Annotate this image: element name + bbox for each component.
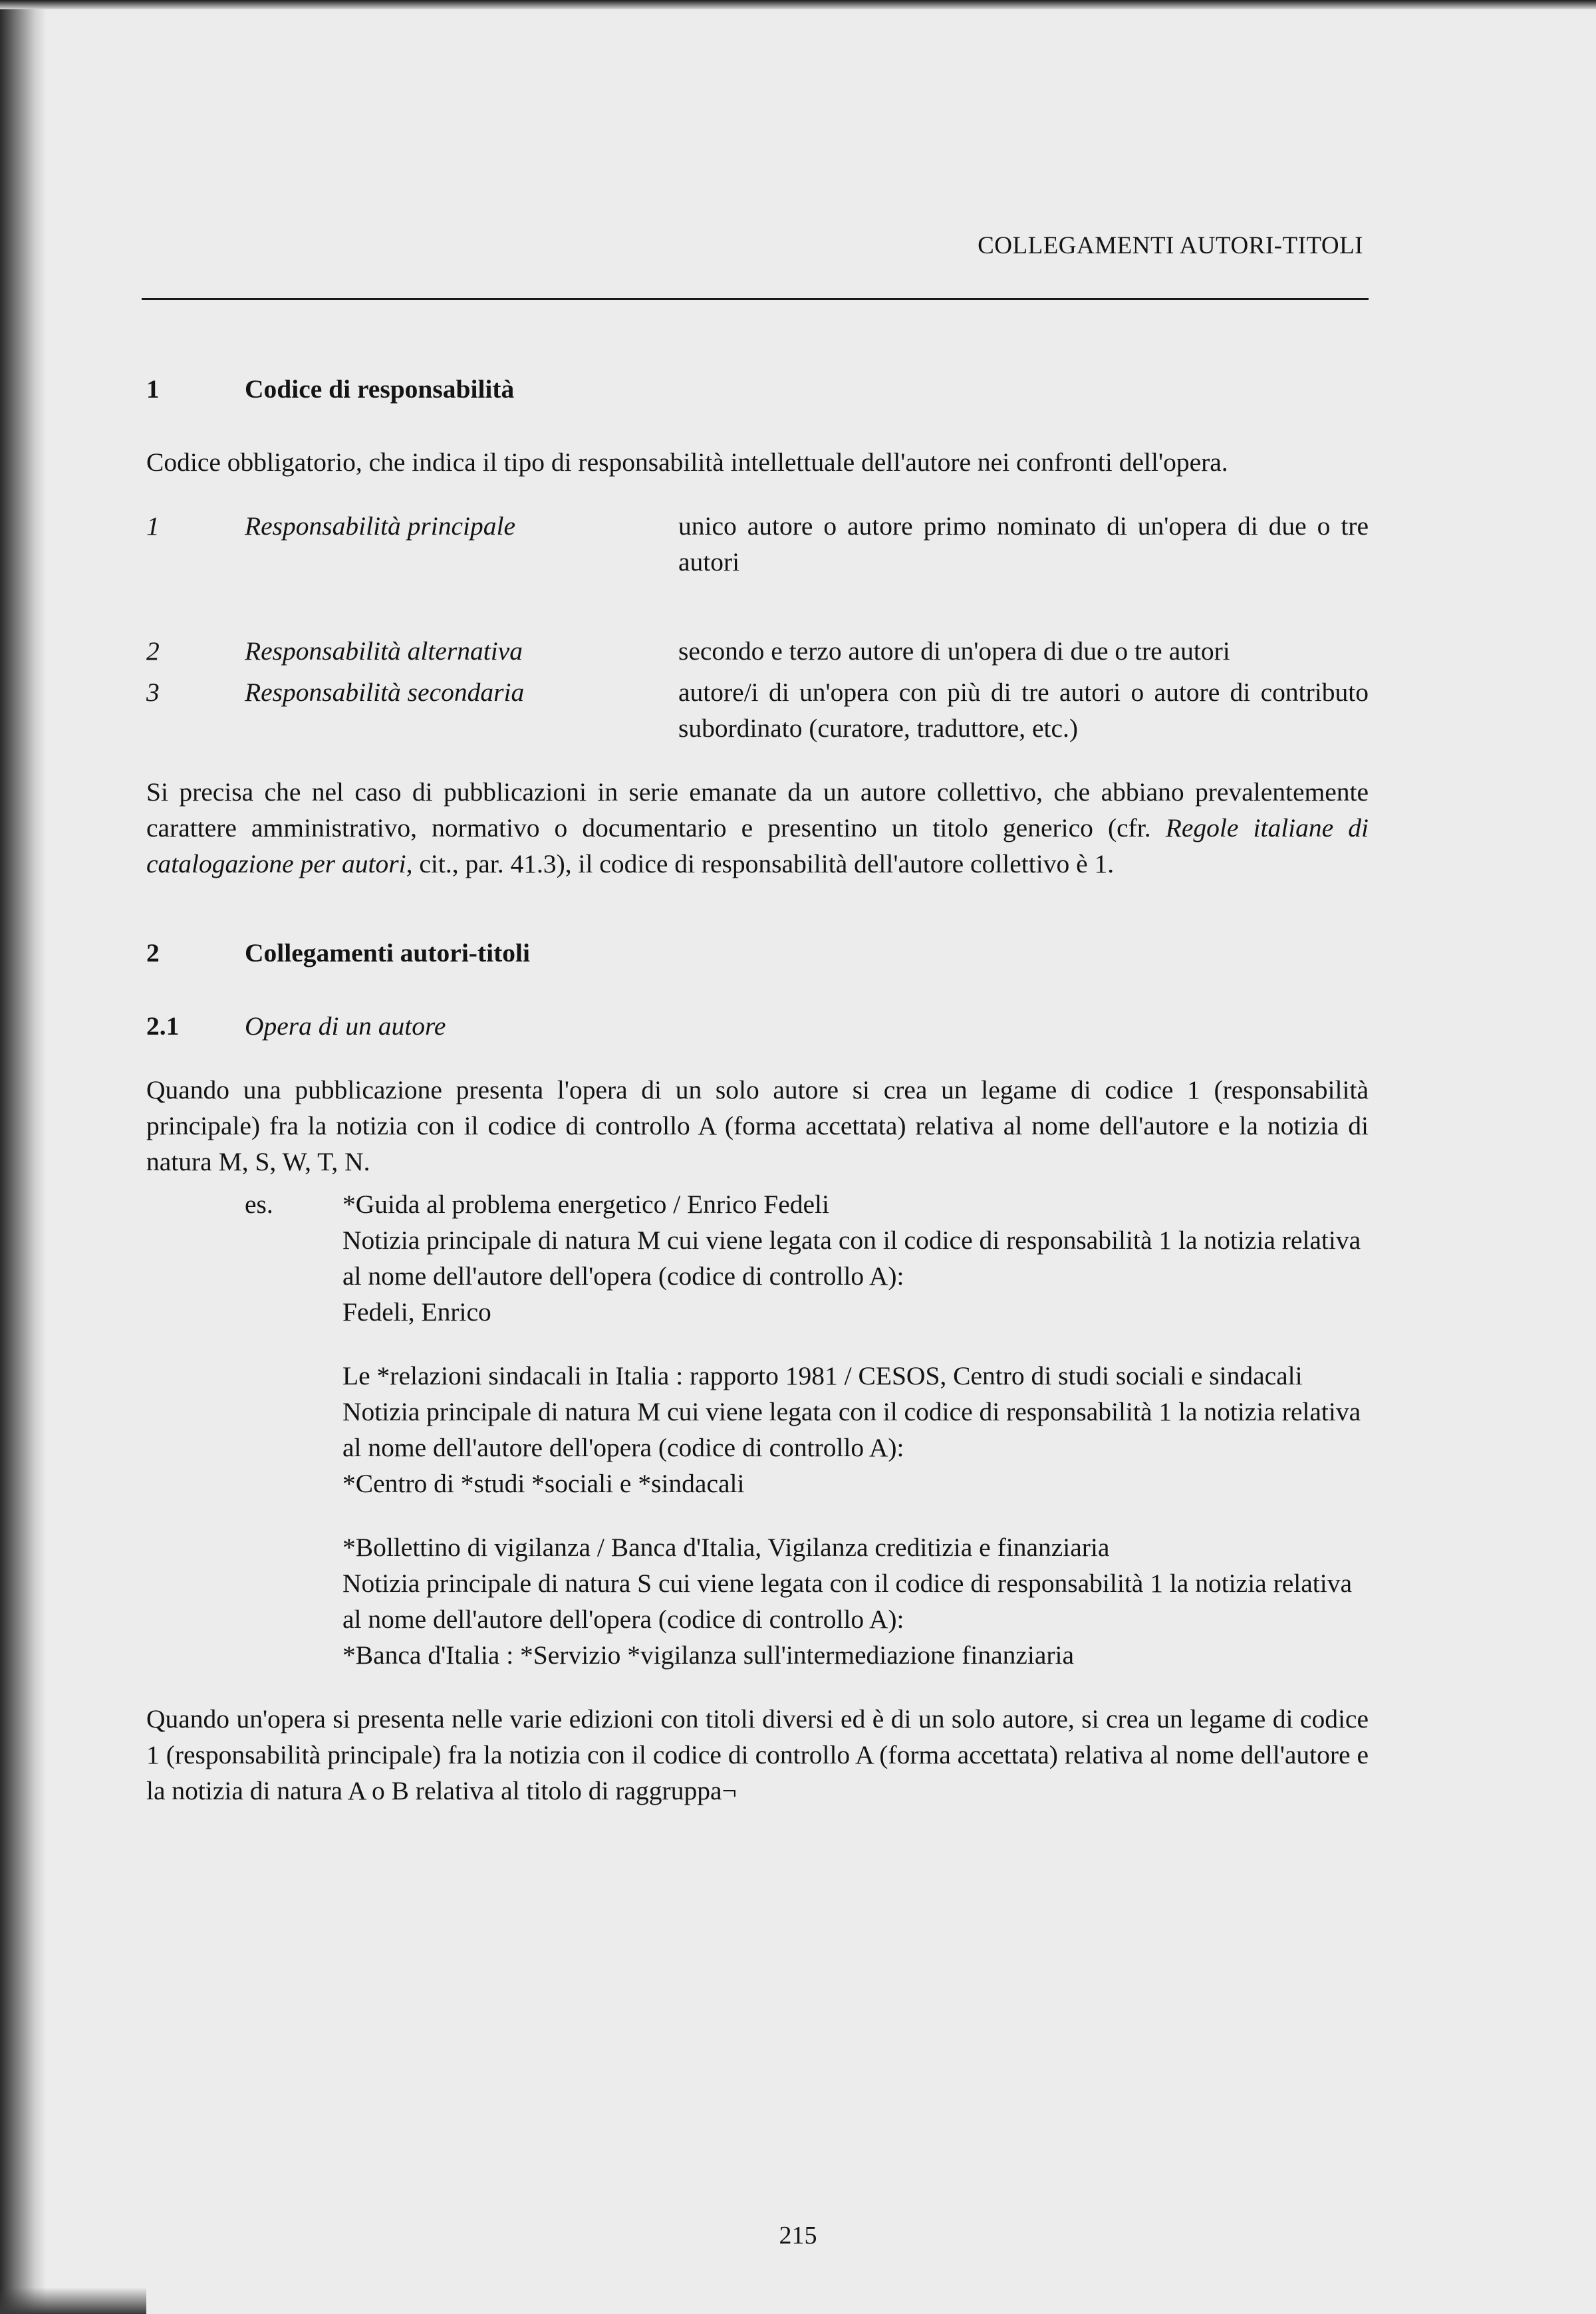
section-1-heading [146,371,1369,407]
code-number: 3 [146,678,160,707]
page-number: 215 [779,2222,817,2250]
subsection-2-1-paragraph: Quando una pubblicazione presenta l'opera di un solo autore si crea un legame di codice 1 (responsabilità principale) fra la notizia con il codice di controllo A (forma accettata) relativa al nome dell'autore e la notizia di natura M, S, W, T, N. [146,1075,1369,1176]
code-description: unico autore o autore primo nominato di un'opera di due o tre autori [678,511,1369,577]
page-top-edge [0,0,1596,9]
code-row-2 [146,633,1369,669]
example-author: Fedeli, Enrico [342,1297,491,1327]
code-row-3 [146,674,1369,746]
example-title: Le *relazioni sindacali in Italia : rapporto 1981 / CESOS, Centro di studi sociali e sindacali [342,1361,1303,1390]
note-text-start: Si precisa che nel caso di pubblicazioni in serie emanate da un autore collettivo, che abbiano prevalentemente carattere amministrativo, normativo o documentario e presentino un titolo generico (cfr. [146,777,1369,842]
code-row-1 [146,508,1369,580]
example-author: *Centro di *studi *sociali e *sindacali [342,1469,745,1498]
example-note: Notizia principale di natura M cui viene legata con il codice di responsabilità 1 la notizia relativa al nome dell'autore dell'opera (codice di controllo A): [342,1225,1361,1291]
examples-list [342,1186,1369,1673]
section-1-number: 1 [146,374,160,404]
section-2-number: 2 [146,938,160,967]
section-1-note [146,774,1369,882]
section-2-heading [146,935,1369,971]
example-author: *Banca d'Italia : *Servizio *vigilanza sull'intermediazione finanziaria [342,1640,1075,1670]
code-term: Responsabilità alternativa [245,636,523,666]
example-note: Notizia principale di natura M cui viene legata con il codice di responsabilità 1 la notizia relativa al nome dell'autore dell'opera (codice di controllo A): [342,1397,1361,1462]
code-description: secondo e terzo autore di un'opera di due o tre autori [678,636,1230,666]
note-text-end: cit., par. 41.3), il codice di responsabilità dell'autore collettivo è 1. [412,849,1115,878]
page-bottom-edge [0,2287,146,2314]
subsection-2-1-title: Opera di un autore [245,1011,446,1041]
example-label: es. [245,1190,273,1219]
note-reference: Regole italiane di catalogazione per autori, [146,813,1369,878]
subsection-2-1-closing-paragraph: Quando un'opera si presenta nelle varie edizioni con titoli diversi ed è di un solo autore, si crea un legame di codice 1 (responsabilità principale) fra la notizia con il codice di controllo A (forma accettata) relativa al nome dell'autore e la notizia di natura A o B relativa al titolo di raggruppa¬ [146,1704,1369,1805]
section-1-title: Codice di responsabilità [245,374,515,404]
code-term: Responsabilità principale [245,511,516,541]
example-note: Notizia principale di natura S cui viene legata con il codice di responsabilità 1 la notizia relativa al nome dell'autore dell'opera (codice di controllo A): [342,1569,1352,1634]
section-1-intro: Codice obbligatorio, che indica il tipo di responsabilità intellettuale dell'autore nei confronti dell'opera. [146,448,1228,477]
page-body [146,371,1369,1809]
code-number: 1 [146,511,160,541]
code-description: autore/i di un'opera con più di tre autori o autore di contributo subordinato (curatore, traduttore, etc.) [678,678,1369,743]
example-title: *Guida al problema energetico / Enrico Fedeli [342,1190,829,1219]
binding-shadow [0,0,47,2314]
code-number: 2 [146,636,160,666]
example-title: *Bollettino di vigilanza / Banca d'Italia, Vigilanza creditizia e finanziaria [342,1533,1110,1562]
examples-block [146,1186,1369,1673]
running-head: COLLEGAMENTI AUTORI-TITOLI [978,232,1363,259]
subsection-2-1-number: 2.1 [146,1011,180,1041]
section-2-title: Collegamenti autori-titoli [245,938,530,967]
code-term: Responsabilità secondaria [245,678,525,707]
subsection-2-1-heading [146,1008,1369,1044]
header-rule [142,298,1369,300]
